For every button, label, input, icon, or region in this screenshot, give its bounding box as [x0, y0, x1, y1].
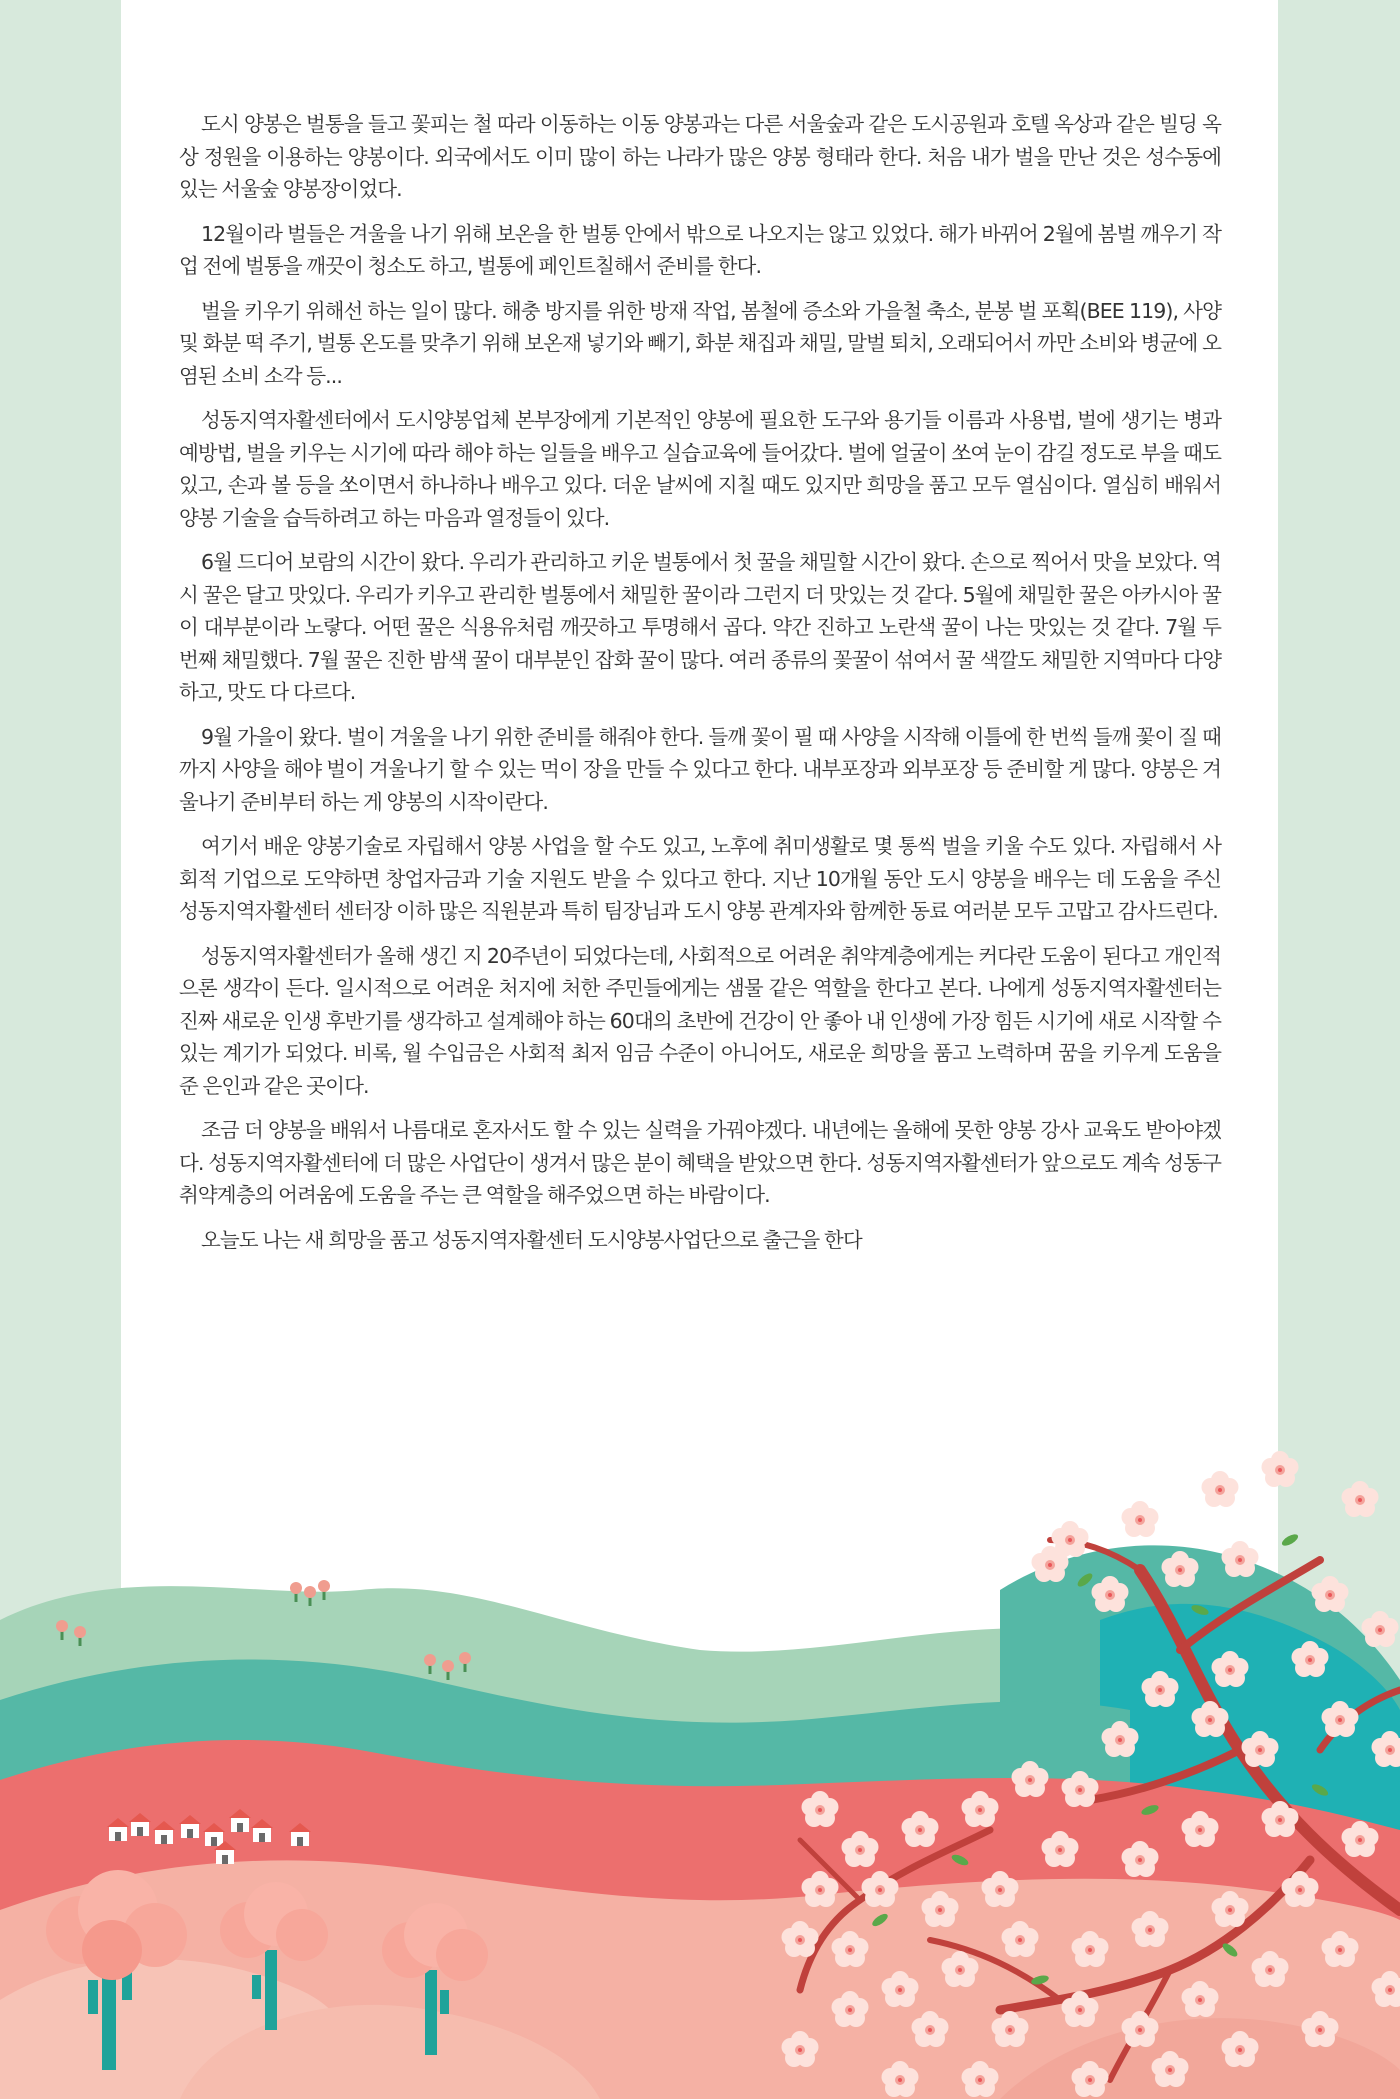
article-body [179, 108, 1221, 1268]
landscape-illustration [0, 1390, 1400, 2099]
paragraph: 성동지역자활센터에서 도시양봉업체 본부장에게 기본적인 양봉에 필요한 도구와 용기들 이름과 사용법, 벌에 생기는 병과 예방법, 벌을 키우는 시기에 따라 해야 하는 일들을 배우고 실습교육에 들어갔다. 벌에 얼굴이 쏘여 눈이 감길 정도로 부을 때도 있고, 손과 볼 등을 쏘이면서 하나하나 배우고 있다. 더운 날씨에 지칠 때도 있지만 희망을 품고 모두 열심이다. 열심히 배워서 양봉 기술을 습득하려고 하는 마음과 열정들이 있다. [179, 408, 1221, 530]
paragraph: 6월 드디어 보람의 시간이 왔다. 우리가 관리하고 키운 벌통에서 첫 꿀을 채밀할 시간이 왔다. 손으로 찍어서 맛을 보았다. 역시 꿀은 달고 맛있다. 우리가 키우고 관리한 벌통에서 채밀한 꿀이라 그런지 더 맛있는 것 같다. 5월에 채밀한 꿀은 아카시아 꿀이 대부분이라 노랗다. 어떤 꿀은 식용유처럼 깨끗하고 투명해서 곱다. 약간 진하고 노란색 꿀이 나는 맛있는 것 같다. 7월 두 번째 채밀했다. 7월 꿀은 진한 밤색 꿀이 대부분인 잡화 꿀이 많다. 여러 종류의 꽃꿀이 섞여서 꿀 색깔도 채밀한 지역마다 다양하고, 맛도 다 다르다. [179, 550, 1221, 704]
paragraph: 오늘도 나는 새 희망을 품고 성동지역자활센터 도시양봉사업단으로 출근을 한다 [201, 1227, 862, 1252]
paragraph: 성동지역자활센터가 올해 생긴 지 20주년이 되었다는데, 사회적으로 어려운 취약계층에게는 커다란 도움이 된다고 개인적으론 생각이 든다. 일시적으로 어려운 처지에 처한 주민들에게는 샘물 같은 역할을 한다고 본다. 나에게 성동지역자활센터는 진짜 새로운 인생 후반기를 생각하고 설계해야 하는 60대의 초반에 건강이 안 좋아 내 인생에 가장 힘든 시기에 새로 시작할 수 있는 계기가 되었다. 비록, 월 수입금은 사회적 최저 임금 수준이 아니어도, 새로운 희망을 품고 노력하며 꿈을 키우게 도움을 준 은인과 같은 곳이다. [179, 943, 1221, 1098]
paragraph: 도시 양봉은 벌통을 들고 꽃피는 철 따라 이동하는 이동 양봉과는 다른 서울숲과 같은 도시공원과 호텔 옥상과 같은 빌딩 옥상 정원을 이용하는 양봉이다. 외국에서도 이미 많이 하는 나라가 많은 양봉 형태라 한다. 처음 내가 벌을 만난 것은 성수동에 있는 서울숲 양봉장이었다. [179, 112, 1221, 201]
paragraph: 9월 가을이 왔다. 벌이 겨울을 나기 위한 준비를 해줘야 한다. 들깨 꽃이 필 때 사양을 시작해 이틀에 한 번씩 들깨 꽃이 질 때까지 사양을 해야 벌이 겨울나기 할 수 있는 먹이 장을 만들 수 있다고 한다. 내부포장과 외부포장 등 준비할 게 많다. 양봉은 겨울나기 준비부터 하는 게 양봉의 시작이란다. [179, 724, 1221, 814]
paragraph: 벌을 키우기 위해선 하는 일이 많다. 해충 방지를 위한 방재 작업, 봄철에 증소와 가을철 축소, 분봉 벌 포획(BEE 119), 사양 및 화분 떡 주기, 벌통 온도를 맞추기 위해 보온재 넣기와 빼기, 화분 채집과 채밀, 말벌 퇴치, 오래되어서 까만 소비와 병균에 오염된 소비 소각 등... [179, 298, 1221, 388]
paragraph: 12월이라 벌들은 겨울을 나기 위해 보온을 한 벌통 안에서 밖으로 나오지는 않고 있었다. 해가 바뀌어 2월에 봄벌 깨우기 작업 전에 벌통을 깨끗이 청소도 하고, 벌통에 페인트칠해서 준비를 한다. [179, 221, 1221, 278]
paragraph: 조금 더 양봉을 배워서 나름대로 혼자서도 할 수 있는 실력을 가꿔야겠다. 내년에는 올해에 못한 양봉 강사 교육도 받아야겠다. 성동지역자활센터에 더 많은 사업단이 생겨서 많은 분이 혜택을 받았으면 한다. 성동지역자활센터가 앞으로도 계속 성동구 취약계층의 어려움에 도움을 주는 큰 역할을 해주었으면 하는 바람이다. [179, 1118, 1221, 1207]
paragraph: 여기서 배운 양봉기술로 자립해서 양봉 사업을 할 수도 있고, 노후에 취미생활로 몇 통씩 벌을 키울 수도 있다. 자립해서 사회적 기업으로 도약하면 창업자금과 기술 지원도 받을 수 있다고 한다. 지난 10개월 동안 도시 양봉을 배우는 데 도움을 주신 성동지역자활센터 센터장 이하 많은 직원분과 특히 팀장님과 도시 양봉 관계자와 함께한 동료 여러분 모두 고맙고 감사드린다. [179, 834, 1221, 923]
